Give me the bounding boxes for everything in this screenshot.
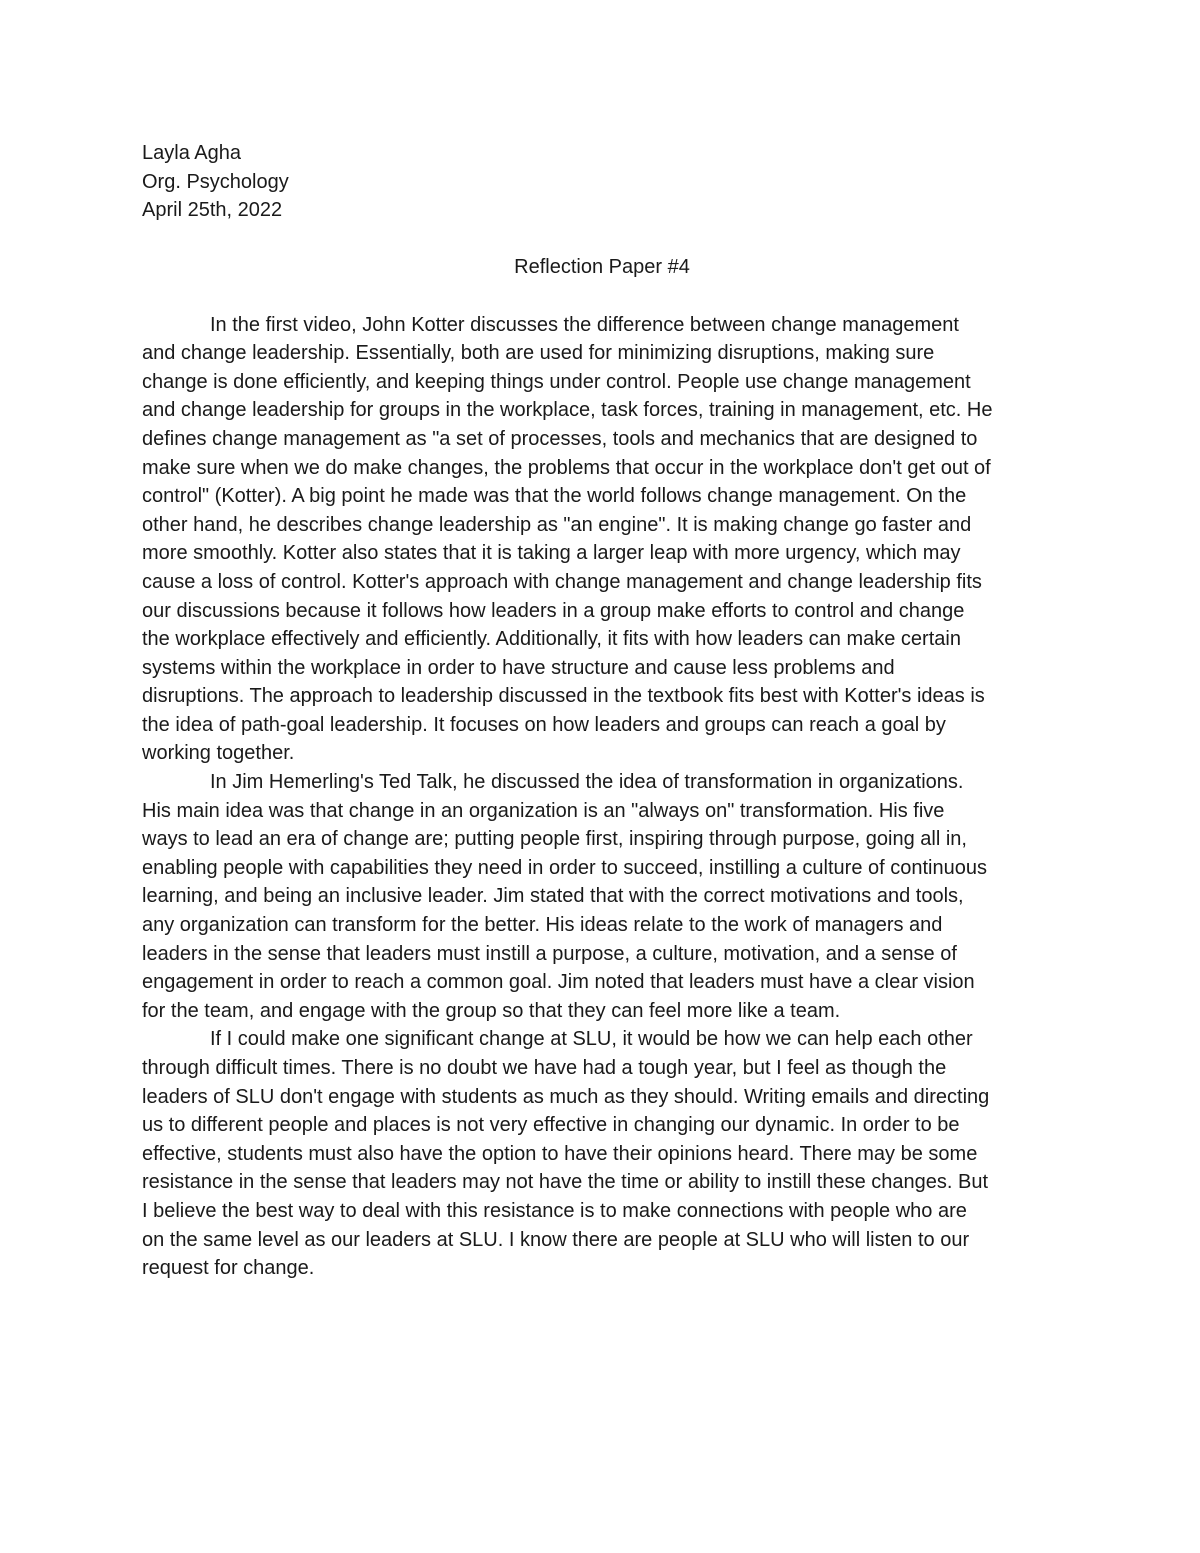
paragraph-line: the workplace effectively and efficiently. Additionally, it fits with how leaders can make certain <box>142 628 961 651</box>
paragraph-line: us to different people and places is not very effective in changing our dynamic. In order to be <box>142 1114 960 1137</box>
paragraph-line: disruptions. The approach to leadership discussed in the textbook fits best with Kotter's ideas is <box>142 685 985 708</box>
paragraphs-container <box>142 311 1062 1283</box>
paragraph-line: defines change management as "a set of processes, tools and mechanics that are designed to <box>142 427 978 450</box>
paragraph-line: control" (Kotter). A big point he made was that the world follows change management. On the <box>142 485 967 508</box>
paragraph-line: make sure when we do make changes, the problems that occur in the workplace don't get out of <box>142 456 991 479</box>
paragraph-line: systems within the workplace in order to have structure and cause less problems and <box>142 656 895 679</box>
paragraph-line: cause a loss of control. Kotter's approach with change management and change leadership fits <box>142 570 982 593</box>
paragraph-line: other hand, he describes change leadership as "an engine". It is making change go faster and <box>142 513 972 536</box>
paragraph <box>142 311 1062 769</box>
paragraph-line: ways to lead an era of change are; putting people first, inspiring through purpose, going all in, <box>142 828 967 851</box>
document-body <box>142 139 1062 1283</box>
paragraph <box>142 1025 1062 1282</box>
paragraph-line: In Jim Hemerling's Ted Talk, he discussed the idea of transformation in organizations. <box>210 771 964 794</box>
paragraph-line: working together. <box>142 742 295 765</box>
paper-title: Reflection Paper #4 <box>514 256 690 279</box>
paragraph-line: our discussions because it follows how leaders in a group make efforts to control and change <box>142 599 965 622</box>
paper-date: April 25th, 2022 <box>142 199 283 222</box>
paragraph-line: I believe the best way to deal with this resistance is to make connections with people who are <box>142 1199 967 1222</box>
paragraph-line: resistance in the sense that leaders may not have the time or ability to instill these changes. But <box>142 1171 989 1194</box>
paragraph-line: more smoothly. Kotter also states that it is taking a larger leap with more urgency, which may <box>142 542 961 565</box>
paragraph-line: leaders of SLU don't engage with students as much as they should. Writing emails and directing <box>142 1085 990 1108</box>
paragraph-line: the idea of path-goal leadership. It focuses on how leaders and groups can reach a goal by <box>142 713 946 736</box>
paragraph-line: His main idea was that change in an organization is an "always on" transformation. His five <box>142 799 945 822</box>
author-name: Layla Agha <box>142 142 241 164</box>
paragraph-line: any organization can transform for the better. His ideas relate to the work of managers and <box>142 914 943 937</box>
paragraph-line: If I could make one significant change at SLU, it would be how we can help each other <box>210 1028 973 1051</box>
paragraph <box>142 768 1062 1025</box>
paragraph-line: change is done efficiently, and keeping things under control. People use change management <box>142 370 971 393</box>
paragraph-line: for the team, and engage with the group so that they can feel more like a team. <box>142 999 841 1022</box>
paragraph-line: enabling people with capabilities they need in order to succeed, instilling a culture of continuous <box>142 856 987 879</box>
paragraph-line: leaders in the sense that leaders must instill a purpose, a culture, motivation, and a sense of <box>142 942 957 965</box>
paragraph-line: learning, and being an inclusive leader. Jim stated that with the correct motivations and tools, <box>142 885 964 908</box>
paragraph-line: and change leadership for groups in the workplace, task forces, training in management, etc. He <box>142 399 993 422</box>
paragraph-line: request for change. <box>142 1257 315 1280</box>
paragraph-line: on the same level as our leaders at SLU. I know there are people at SLU who will listen to our <box>142 1228 970 1251</box>
course-name: Org. Psychology <box>142 170 289 193</box>
paragraph-line: In the first video, John Kotter discusses the difference between change management <box>210 313 959 336</box>
paragraph-line: and change leadership. Essentially, both are used for minimizing disruptions, making sure <box>142 342 935 365</box>
paragraph-line: through difficult times. There is no doubt we have had a tough year, but I feel as though the <box>142 1057 947 1079</box>
paragraph-line: engagement in order to reach a common goal. Jim noted that leaders must have a clear vision <box>142 971 975 994</box>
paragraph-line: effective, students must also have the option to have their opinions heard. There may be some <box>142 1142 978 1165</box>
header-block <box>142 139 1062 225</box>
